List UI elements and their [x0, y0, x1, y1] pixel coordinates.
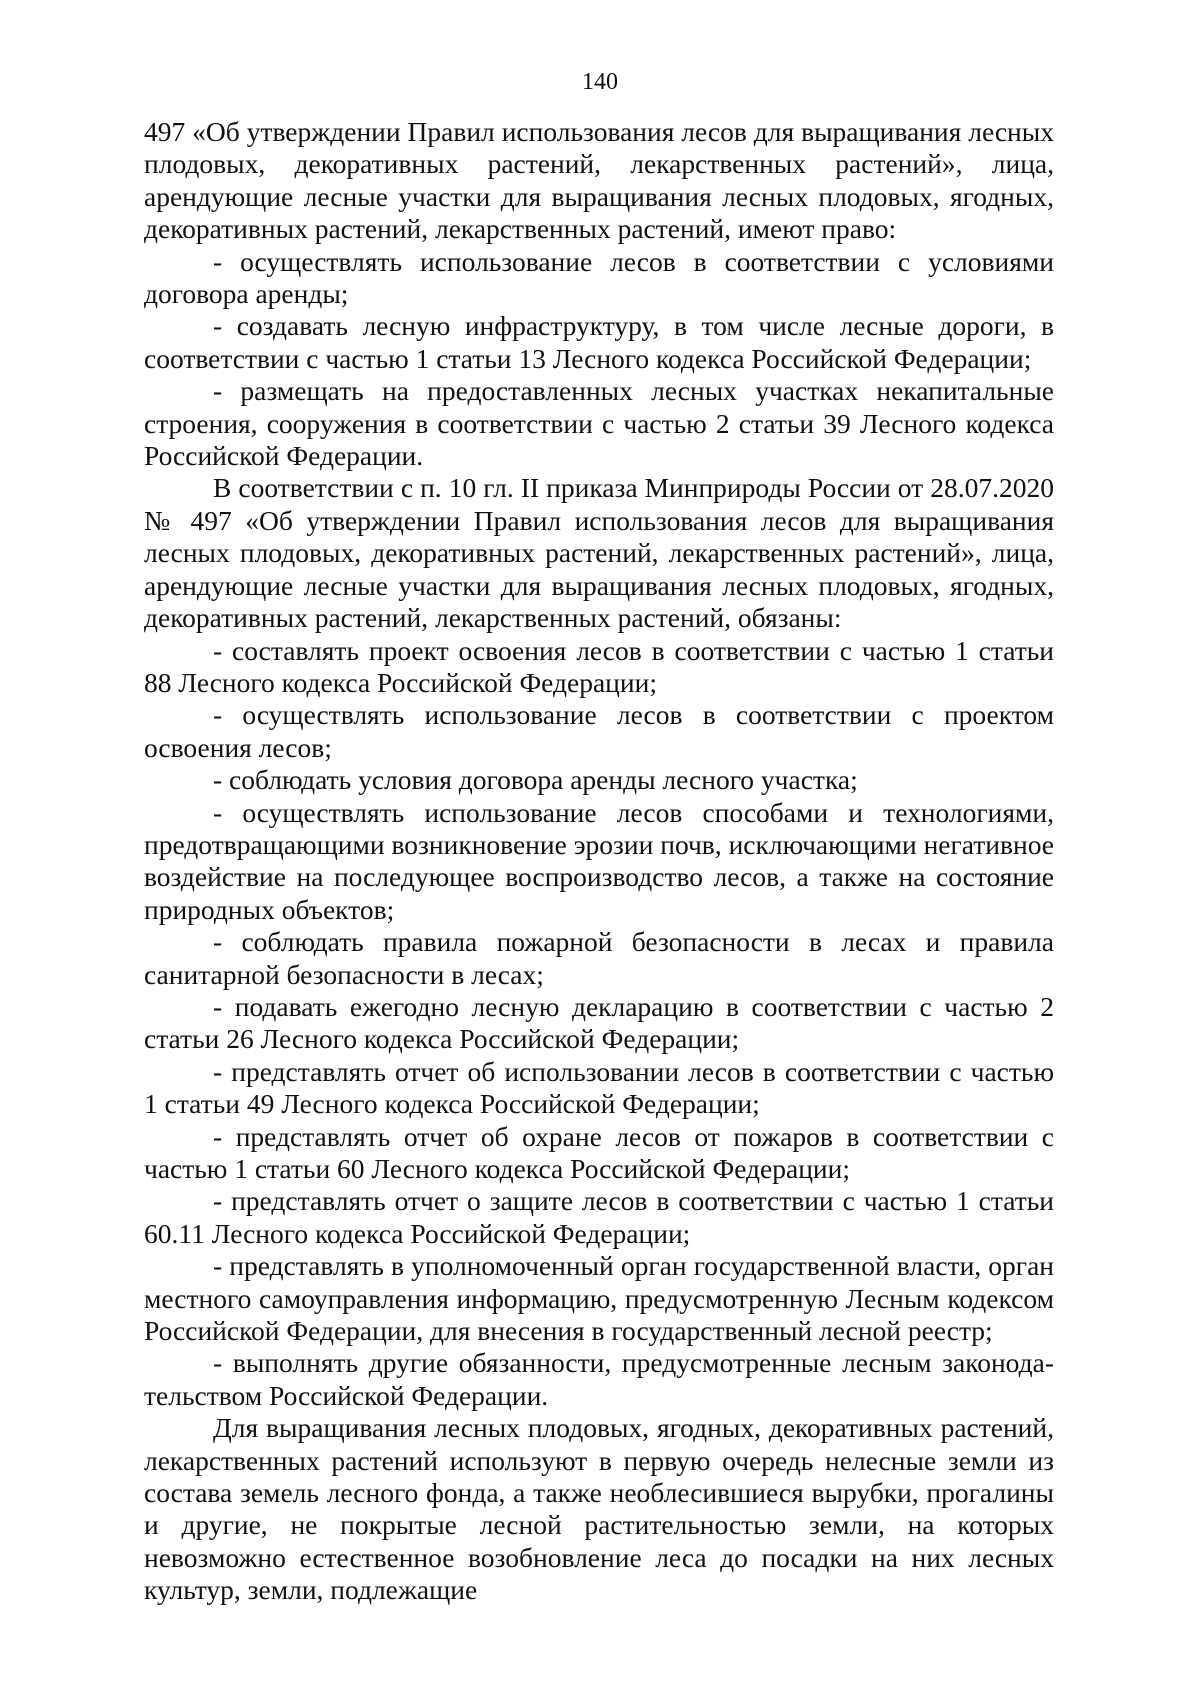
list-item-obligation: - соблюдать правила пожарной безопасности в лесах и правила санитарной безопасности в лесах;	[144, 926, 1054, 990]
list-item-obligation: - представлять отчет об охране лесов от пожаров в соответствии с частью 1 статьи 60 Лесного кодекса Российской Федерации;	[144, 1120, 1054, 1184]
list-item-right: - осуществлять использование лесов в соответствии с условиями договора аренды;	[144, 245, 1054, 310]
list-item-obligation: - выполнять другие обязанности, предусмотренные лесным законода-тельством Российской Федерации.	[144, 1347, 1054, 1411]
paragraph-obligations-intro: В соответствии с п. 10 гл. II приказа Минприроды России от 28.07.2020 № 497 «Об утверждении Правил использования лесов для выращивания лесных плодовых, декоративных растений, лекарственных растений», лица, арендующие лесные участки для выращивания лесных плодовых, ягодных, декоративных растений, лекарственных растений, обязаны:	[144, 472, 1054, 634]
list-item-obligation: - представлять отчет об использовании лесов в соответствии с частью 1 статьи 49 Лесного кодекса Российской Федерации;	[144, 1055, 1054, 1120]
list-item-obligation: - представлять в уполномоченный орган государственной власти, орган местного самоуправления информацию, предусмотренную Лесным кодексом Российской Федерации, для внесения в государственный лесной реестр;	[144, 1250, 1054, 1347]
list-item-right: - размещать на предоставленных лесных участках некапитальные строения, сооружения в соответствии с частью 2 статьи 39 Лесного кодекса Российской Федерации.	[144, 375, 1054, 472]
list-item-obligation: - осуществлять использование лесов в соответствии с проектом освоения лесов;	[144, 699, 1054, 763]
list-item-obligation: - составлять проект освоения лесов в соответствии с частью 1 статьи 88 Лесного кодекса Российской Федерации;	[144, 634, 1054, 698]
list-item-right: - создавать лесную инфраструктуру, в том числе лесные дороги, в соответствии с частью 1 статьи 13 Лесного кодекса Российской Федерации;	[144, 310, 1054, 374]
document-body	[144, 116, 1054, 1607]
list-item-obligation: - соблюдать условия договора аренды лесного участка;	[213, 764, 858, 796]
paragraph-land-use: Для выращивания лесных плодовых, ягодных, декоративных растений, лекарственных растений используют в первую очередь нелесные земли из состава земель лесного фонда, а также необлесившиеся вырубки, прогалины и другие, не покрытые лесной растительностью земли, на которых невозможно естественное возобновление леса до посадки на них лесных культур, земли, подлежащие	[144, 1412, 1054, 1606]
list-item-obligation: - представлять отчет о защите лесов в соответствии с частью 1 статьи 60.11 Лесного кодекса Российской Федерации;	[144, 1185, 1054, 1249]
list-item-obligation: - подавать ежегодно лесную декларацию в соответствии с частью 2 статьи 26 Лесного кодекса Российской Федерации;	[144, 990, 1054, 1055]
paragraph-continuation: 497 «Об утверждении Правил использования лесов для выращивания лесных плодовых, декоративных растений, лекарственных растений», лица, арендующие лесные участки для выращивания лесных плодовых, ягодных, декоративных растений, лекарственных растений, имеют право:	[144, 116, 1054, 245]
list-item-obligation: - осуществлять использование лесов способами и технологиями, предотвращающими возникновение эрозии почв, исключающими негативное воздействие на последующее воспроизводство лесов, а также на состояние природных объектов;	[144, 796, 1054, 925]
page-number: 140	[582, 69, 618, 95]
